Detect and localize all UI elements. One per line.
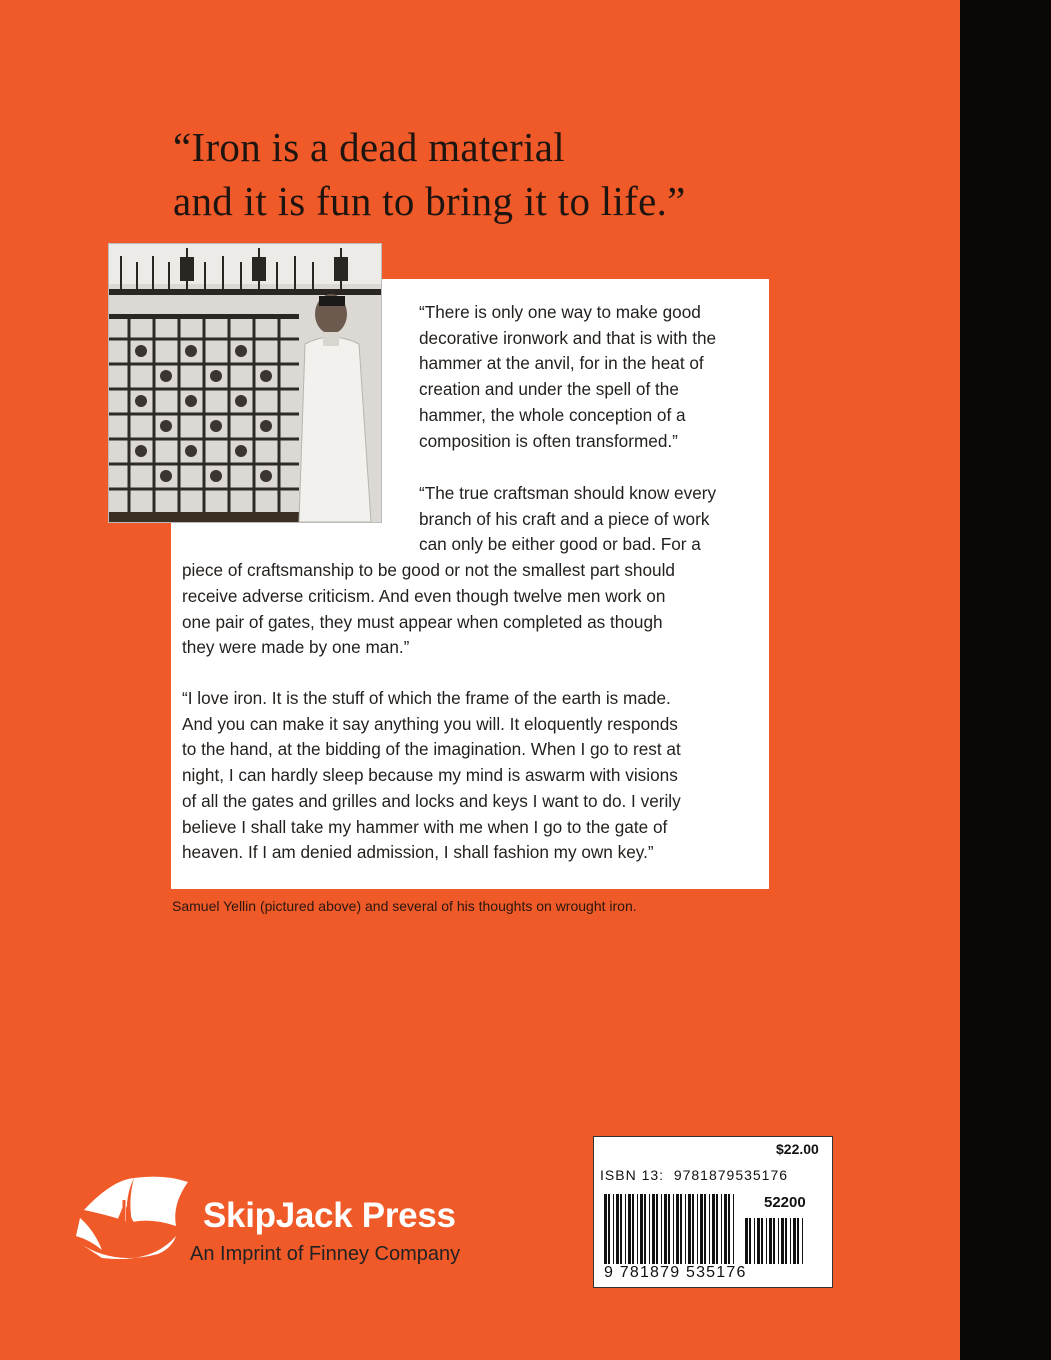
quote-line: creation and under the spell of the (419, 379, 679, 400)
quote-line: branch of his craft and a piece of work (419, 508, 710, 529)
barcode-bar (778, 1218, 779, 1264)
barcode-bar (668, 1194, 670, 1264)
quote-line: can only be either good or bad. For a (419, 534, 701, 555)
barcode-bar (697, 1194, 698, 1264)
barcode-bar (649, 1194, 650, 1264)
quote-line: night, I can hardly sleep because my mind is aswarm with visions (182, 765, 678, 786)
barcode-bar (685, 1194, 686, 1264)
barcode-bar (773, 1218, 775, 1264)
price-code: 52200 (764, 1194, 806, 1211)
barcode-bar (797, 1218, 799, 1264)
barcode-bar (754, 1218, 755, 1264)
photo-caption: Samuel Yellin (pictured above) and several of his thoughts on wrought iron. (172, 898, 637, 914)
barcode-bar (716, 1194, 718, 1264)
barcode-bar (628, 1194, 631, 1264)
barcode-bar (757, 1218, 760, 1264)
barcode-bar (625, 1194, 626, 1264)
barcode-bar (644, 1194, 646, 1264)
quote-line: hammer at the anvil, for in the heat of (419, 353, 704, 374)
barcode-bar (793, 1218, 796, 1264)
quote-line: of all the gates and grilles and locks and keys I want to do. I verily (182, 790, 681, 811)
barcode-bar (652, 1194, 655, 1264)
barcode-bar (749, 1218, 751, 1264)
isbn-barcode (604, 1194, 736, 1264)
barcode-bar (656, 1194, 658, 1264)
quote-line: to the hand, at the bidding of the imagination. When I go to rest at (182, 739, 681, 760)
barcode-bar (745, 1218, 748, 1264)
barcode-bar (608, 1194, 610, 1264)
quote-line: And you can make it say anything you will. It eloquently responds (182, 713, 678, 734)
barcode-bar (676, 1194, 679, 1264)
barcode-bar (688, 1194, 691, 1264)
barcode-bar (640, 1194, 643, 1264)
barcode-bar (724, 1194, 727, 1264)
barcode-bar (712, 1194, 715, 1264)
isbn-label: ISBN 13: (600, 1167, 665, 1183)
barcode-bar (704, 1194, 706, 1264)
quote-line: “There is only one way to make good (419, 302, 701, 322)
barcode-bar (728, 1194, 730, 1264)
quote-line: they were made by one man.” (182, 637, 410, 658)
price: $22.00 (776, 1141, 819, 1157)
barcode-bar (766, 1218, 767, 1264)
barcode-bar (632, 1194, 634, 1264)
sailboat-icon (72, 1170, 192, 1275)
quote-line: composition is often transformed.” (419, 430, 678, 451)
barcode-bar (785, 1218, 787, 1264)
barcode-bar (721, 1194, 722, 1264)
barcode-bar (637, 1194, 638, 1264)
barcode-bar (664, 1194, 667, 1264)
barcode-bar (692, 1194, 694, 1264)
quote-line: piece of craftsmanship to be good or not the smallest part should (182, 560, 675, 581)
publisher-name: SkipJack Press (203, 1196, 456, 1235)
barcode-bar (781, 1218, 784, 1264)
barcode-bar (700, 1194, 703, 1264)
quote-love-iron (182, 686, 681, 866)
barcode-bar (661, 1194, 662, 1264)
barcode-bar (604, 1194, 607, 1264)
headline-quote: “Iron is a dead material and it is fun to bring it to life.” (173, 124, 686, 224)
quote-line: decorative ironwork and that is with the (419, 327, 717, 348)
book-spine-edge (960, 0, 1051, 1360)
barcode-bar (616, 1194, 619, 1264)
barcode-bar (790, 1218, 791, 1264)
barcode-bar (733, 1194, 734, 1264)
price-barcode (745, 1218, 805, 1264)
quote-line: believe I shall take my hammer with me when I go to the gate of (182, 816, 668, 837)
quote-craftsman (182, 481, 716, 661)
barcode-bar (680, 1194, 682, 1264)
quote-line: receive adverse criticism. And even though twelve men work on (182, 585, 666, 606)
quote-line: hammer, the whole conception of a (419, 404, 686, 425)
barcode-bar (709, 1194, 710, 1264)
barcode-digits: 9 781879 535176 (604, 1264, 747, 1281)
barcode-bar (761, 1218, 763, 1264)
quote-line: heaven. If I am denied admission, I shall fashion my own key.” (182, 842, 654, 863)
quote-line: “The true craftsman should know every (419, 483, 717, 503)
isbn-number: 9781879535176 (673, 1167, 789, 1183)
isbn-line (600, 1167, 788, 1183)
quote-anvil (419, 300, 716, 454)
barcode-bar (620, 1194, 622, 1264)
publisher-imprint: An Imprint of Finney Company (190, 1243, 461, 1265)
quote-line: “I love iron. It is the stuff of which the frame of the earth is made. (182, 688, 671, 708)
barcode-bar (613, 1194, 614, 1264)
quote-line: one pair of gates, they must appear when completed as though (182, 611, 663, 632)
barcode-bar (769, 1218, 772, 1264)
barcode-bar (802, 1218, 803, 1264)
barcode-bar (673, 1194, 674, 1264)
